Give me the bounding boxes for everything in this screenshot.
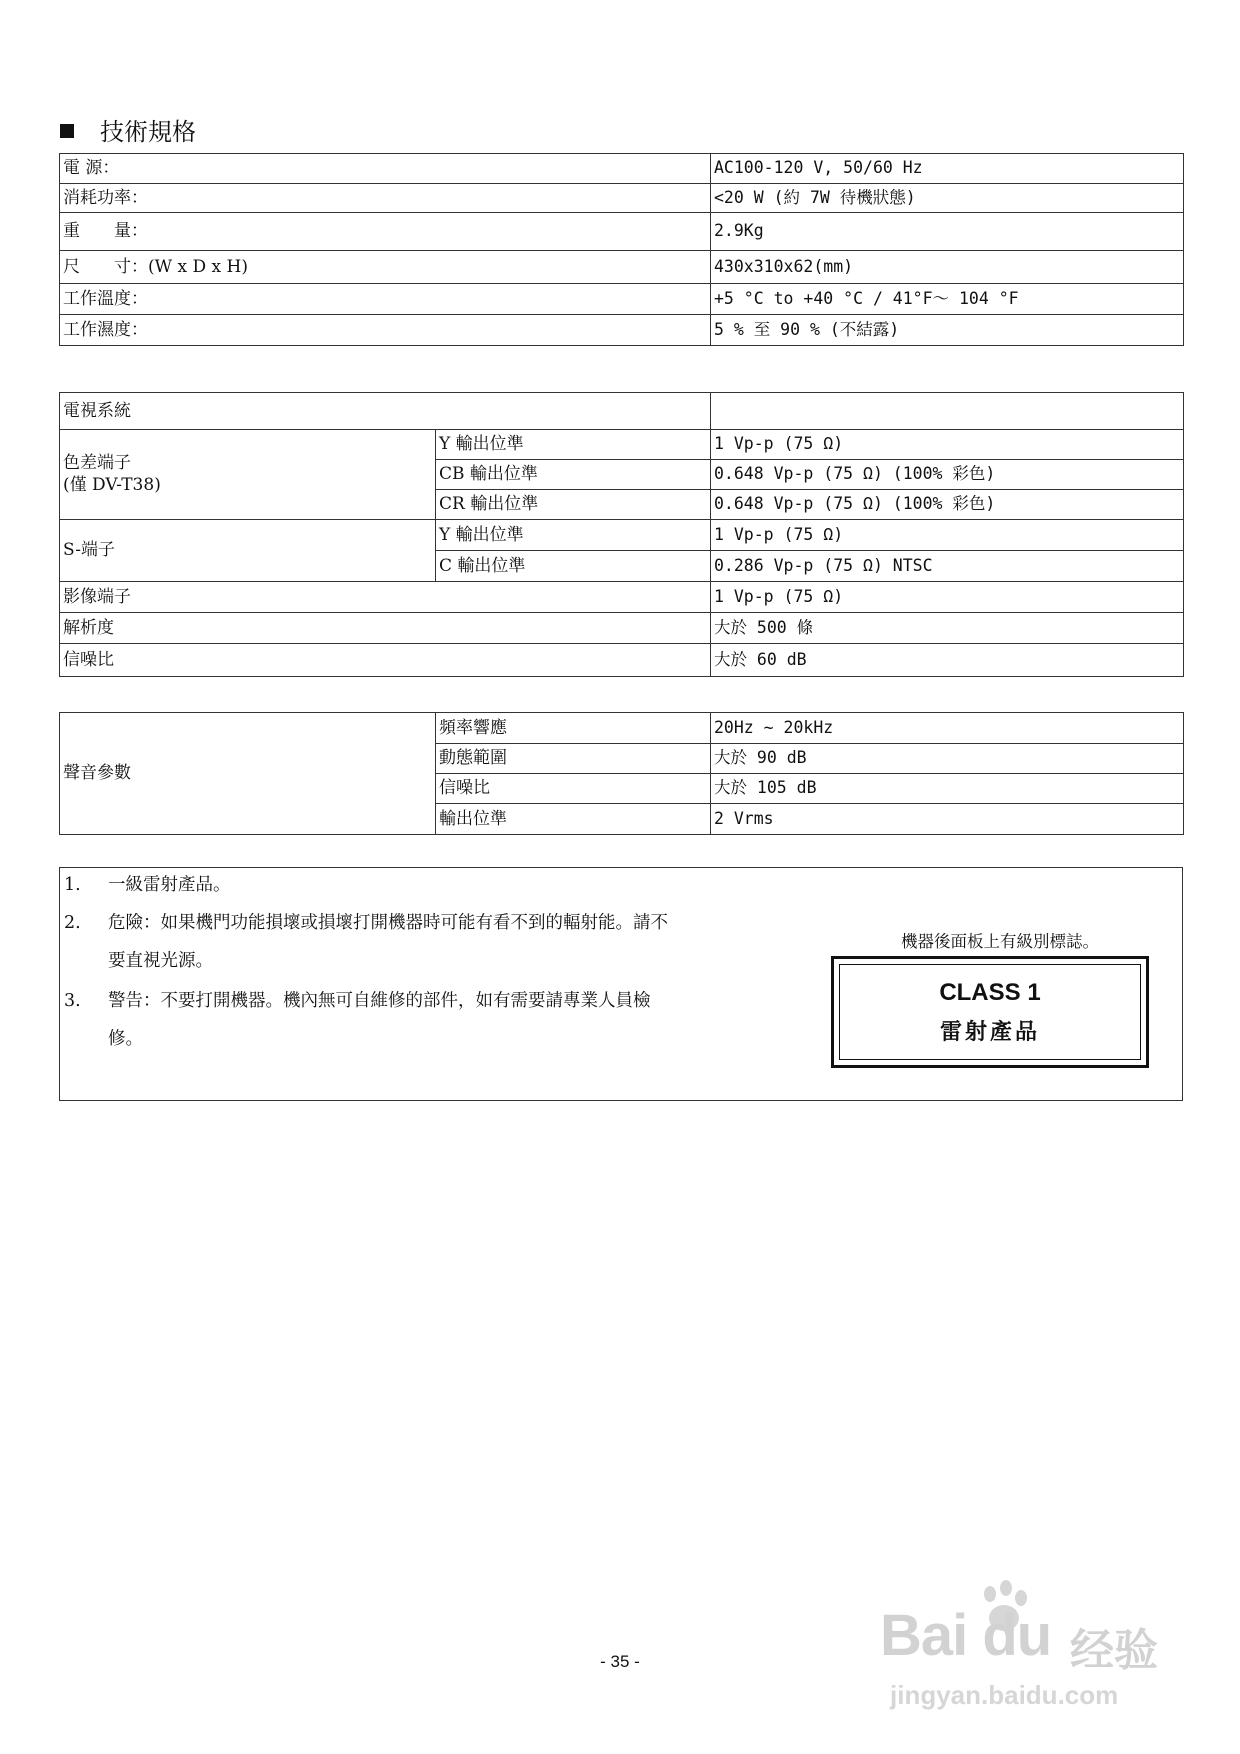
table-row <box>60 213 1184 251</box>
note-text: 一級雷射產品。 <box>108 875 231 895</box>
empty-cell <box>711 393 1184 430</box>
param-label: 信噪比 <box>436 774 711 804</box>
table-row <box>60 393 1184 430</box>
s-video-label: S-端子 <box>60 520 436 582</box>
note-number: 3. <box>64 991 81 1011</box>
watermark-url: jingyan.baidu.com <box>890 1680 1119 1710</box>
param-value: 大於 105 dB <box>711 774 1184 804</box>
note-number: 1. <box>64 875 81 895</box>
spec-value: 2.9Kg <box>711 213 1184 251</box>
table-row <box>60 315 1184 346</box>
audio-label: 聲音參數 <box>60 713 436 835</box>
param-label: C 輸出位準 <box>436 551 711 582</box>
spec-label: 影像端子 <box>60 582 711 613</box>
note-text-continued: 要直視光源。 <box>108 951 213 971</box>
table-row <box>60 284 1184 315</box>
spec-value: 大於 60 dB <box>711 644 1184 677</box>
spec-label: 信噪比 <box>60 644 711 677</box>
component-label-line1: 色差端子 <box>63 453 131 474</box>
class-1-label <box>831 956 1149 1068</box>
table-row <box>60 613 1184 644</box>
param-label: 頻率響應 <box>436 713 711 744</box>
section-title-text: 技術規格 <box>100 118 196 146</box>
param-value: 0.286 Vp-p (75 Ω) NTSC <box>711 551 1184 582</box>
spec-value: +5 °C to +40 °C / 41°F～ 104 °F <box>711 284 1184 315</box>
note-text: 危險：如果機門功能損壞或損壞打開機器時可能有看不到的輻射能。請不 <box>108 913 668 933</box>
component-label-line2: (僅 DV-T38) <box>63 475 161 495</box>
spec-label: 解析度 <box>60 613 711 644</box>
spec-label: 工作濕度： <box>60 315 711 346</box>
general-specs-table <box>59 153 1184 346</box>
param-value: 1 Vp-p (75 Ω) <box>711 430 1184 460</box>
bullet-square-icon <box>60 124 74 138</box>
param-label: Y 輸出位準 <box>436 430 711 460</box>
table-row <box>60 184 1184 213</box>
note-text-continued: 修。 <box>108 1029 143 1049</box>
param-value: 0.648 Vp-p (75 Ω) (100% 彩色) <box>711 460 1184 490</box>
notes-box <box>59 867 1183 1101</box>
table-row <box>60 582 1184 613</box>
table-row <box>60 251 1184 284</box>
spec-value: 430x310x62(mm) <box>711 251 1184 284</box>
note-1 <box>64 866 824 904</box>
table-row <box>60 430 1184 460</box>
param-label: CB 輸出位準 <box>436 460 711 490</box>
class-label-caption: 機器後面板上有級別標誌。 <box>901 932 1099 951</box>
note-3 <box>64 982 824 1058</box>
param-value: 大於 90 dB <box>711 744 1184 774</box>
video-specs-table <box>59 392 1184 677</box>
param-label: 輸出位準 <box>436 804 711 835</box>
watermark-brand: Bai du <box>880 1603 1052 1668</box>
video-header: 電視系統 <box>60 393 711 430</box>
class-1-label-inner <box>839 964 1141 1060</box>
param-value: 0.648 Vp-p (75 Ω) (100% 彩色) <box>711 490 1184 520</box>
table-row <box>60 520 1184 551</box>
param-label: Y 輸出位準 <box>436 520 711 551</box>
class-subtitle: 雷射產品 <box>939 1019 1040 1045</box>
page-number: - 35 - <box>600 1652 640 1671</box>
table-row <box>60 713 1184 744</box>
table-row <box>60 154 1184 184</box>
component-label <box>60 430 436 520</box>
spec-label: 工作溫度： <box>60 284 711 315</box>
param-value: 1 Vp-p (75 Ω) <box>711 520 1184 551</box>
spec-value: 大於 500 條 <box>711 613 1184 644</box>
spec-label: 消耗功率： <box>60 184 711 213</box>
note-2 <box>64 904 824 980</box>
class-title: CLASS 1 <box>939 979 1041 1006</box>
spec-value: 5 % 至 90 % (不結露) <box>711 315 1184 346</box>
audio-specs-table <box>59 712 1184 835</box>
spec-value: 1 Vp-p (75 Ω) <box>711 582 1184 613</box>
note-number: 2. <box>64 913 81 933</box>
table-row <box>60 644 1184 677</box>
section-title <box>60 112 196 147</box>
watermark <box>880 1580 1180 1710</box>
param-label: 動態範圍 <box>436 744 711 774</box>
param-label: CR 輸出位準 <box>436 490 711 520</box>
param-value: 20Hz ~ 20kHz <box>711 713 1184 744</box>
spec-value: <20 W (約 7W 待機狀態) <box>711 184 1184 213</box>
param-value: 2 Vrms <box>711 804 1184 835</box>
note-text: 警告：不要打開機器。機內無可自維修的部件，如有需要請專業人員檢 <box>108 991 651 1011</box>
spec-value: AC100-120 V, 50/60 Hz <box>711 154 1184 184</box>
watermark-brand-cn: 经验 <box>1070 1625 1158 1676</box>
spec-label: 尺 寸：(W x D x H) <box>60 251 711 284</box>
spec-label: 電 源： <box>60 154 711 184</box>
spec-label: 重 量： <box>60 213 711 251</box>
